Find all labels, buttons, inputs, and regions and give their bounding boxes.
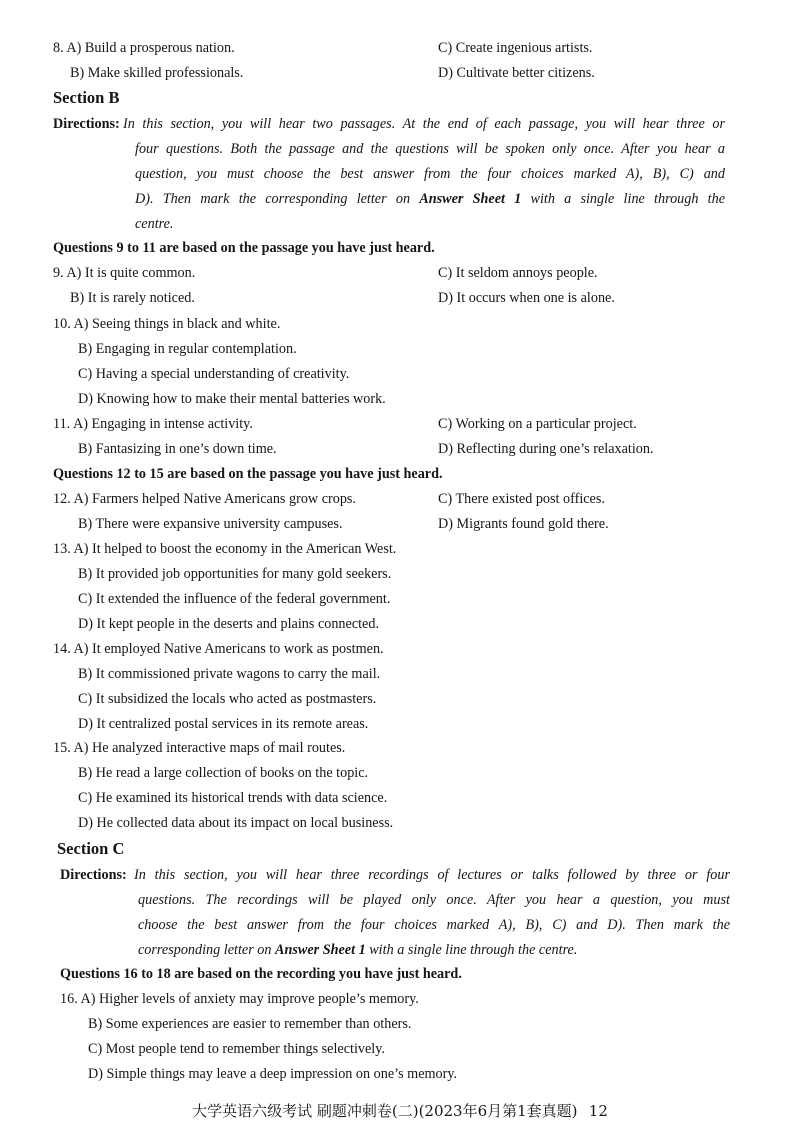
q8-option-a: 8. A) Build a prosperous nation. — [53, 40, 235, 56]
footer-title: 大学英语六级考试 刷题冲刺卷(二)(2023年6月第1套真题) — [192, 1102, 578, 1120]
q9-option-b: B) It is rarely noticed. — [70, 290, 195, 306]
section-c-directions-label: Directions: — [60, 867, 127, 883]
q16-option-a: 16. A) Higher levels of anxiety may improve people’s memory. — [60, 991, 419, 1007]
dir-line: centre. — [135, 216, 174, 232]
section-c-directions — [134, 863, 730, 963]
dir-line: In this section, you will hear two passages. At the end of each passage, you will hear three or — [123, 116, 725, 132]
q11-option-a: 11. A) Engaging in intense activity. — [53, 416, 253, 432]
section-b-directions-label: Directions: — [53, 116, 120, 132]
q11-option-c: C) Working on a particular project. — [438, 416, 637, 432]
q8-option-b: B) Make skilled professionals. — [70, 65, 244, 81]
q16-option-d: D) Simple things may leave a deep impression on one’s memory. — [88, 1066, 458, 1082]
q9-option-c: C) It seldom annoys people. — [438, 265, 598, 281]
page-footer — [0, 1100, 800, 1121]
q10-option-b: B) Engaging in regular contemplation. — [78, 341, 297, 357]
q16-option-b: B) Some experiences are easier to remember than others. — [88, 1016, 412, 1032]
q15-option-c: C) He examined its historical trends with data science. — [78, 790, 388, 806]
q10-option-c: C) Having a special understanding of creativity. — [78, 366, 350, 382]
question-group-heading: Questions 9 to 11 are based on the passage you have just heard. — [53, 240, 435, 256]
q9-option-d: D) It occurs when one is alone. — [438, 290, 615, 306]
q9-option-a: 9. A) It is quite common. — [53, 265, 196, 281]
q11-option-b: B) Fantasizing in one’s down time. — [78, 441, 277, 457]
dir-line: corresponding letter on Answer Sheet 1 with a single line through the centre. — [138, 942, 578, 958]
dir-line: four questions. Both the passage and the questions will be spoken only once. After you hear a — [135, 141, 725, 157]
q13-option-a: 13. A) It helped to boost the economy in the American West. — [53, 541, 397, 557]
q13-option-d: D) It kept people in the deserts and plains connected. — [78, 616, 379, 632]
q12-option-d: D) Migrants found gold there. — [438, 516, 609, 532]
section-c-title: Section C — [57, 839, 125, 858]
dir-line: D). Then mark the corresponding letter on Answer Sheet 1 with a single line through the — [135, 191, 725, 207]
q14-option-c: C) It subsidized the locals who acted as postmasters. — [78, 691, 377, 707]
answer-sheet-ref: Answer Sheet 1 — [275, 942, 366, 958]
question-group-heading: Questions 12 to 15 are based on the passage you have just heard. — [53, 466, 443, 482]
q12-option-a: 12. A) Farmers helped Native Americans grow crops. — [53, 491, 356, 507]
q13-option-b: B) It provided job opportunities for many gold seekers. — [78, 566, 392, 582]
dir-line: question, you must choose the best answer from the four choices marked A), B), C) and — [135, 166, 725, 182]
q15-option-b: B) He read a large collection of books on the topic. — [78, 765, 369, 781]
q12-option-c: C) There existed post offices. — [438, 491, 605, 507]
dir-line: choose the best answer from the four choices marked A), B), C) and D). Then mark the — [138, 917, 730, 933]
dir-line: questions. The recordings will be played only once. After you hear a question, you must — [138, 892, 730, 908]
q8-option-c: C) Create ingenious artists. — [438, 40, 593, 56]
q15-option-a: 15. A) He analyzed interactive maps of mail routes. — [53, 740, 346, 756]
q14-option-a: 14. A) It employed Native Americans to work as postmen. — [53, 641, 384, 657]
page-number: 12 — [588, 1102, 608, 1120]
dir-line: In this section, you will hear three recordings of lectures or talks followed by three or four — [134, 867, 730, 883]
q10-option-d: D) Knowing how to make their mental batteries work. — [78, 391, 386, 407]
q13-option-c: C) It extended the influence of the federal government. — [78, 591, 391, 607]
q8-option-d: D) Cultivate better citizens. — [438, 65, 595, 81]
q14-option-b: B) It commissioned private wagons to carry the mail. — [78, 666, 381, 682]
q12-option-b: B) There were expansive university campuses. — [78, 516, 343, 532]
q11-option-d: D) Reflecting during one’s relaxation. — [438, 441, 654, 457]
answer-sheet-ref: Answer Sheet 1 — [419, 191, 522, 207]
q14-option-d: D) It centralized postal services in its remote areas. — [78, 716, 369, 732]
question-group-heading: Questions 16 to 18 are based on the recording you have just heard. — [60, 966, 462, 982]
section-b-title: Section B — [53, 88, 120, 107]
q16-option-c: C) Most people tend to remember things selectively. — [88, 1041, 385, 1057]
q15-option-d: D) He collected data about its impact on local business. — [78, 815, 394, 831]
q10-option-a: 10. A) Seeing things in black and white. — [53, 316, 281, 332]
section-b-directions — [123, 112, 725, 237]
